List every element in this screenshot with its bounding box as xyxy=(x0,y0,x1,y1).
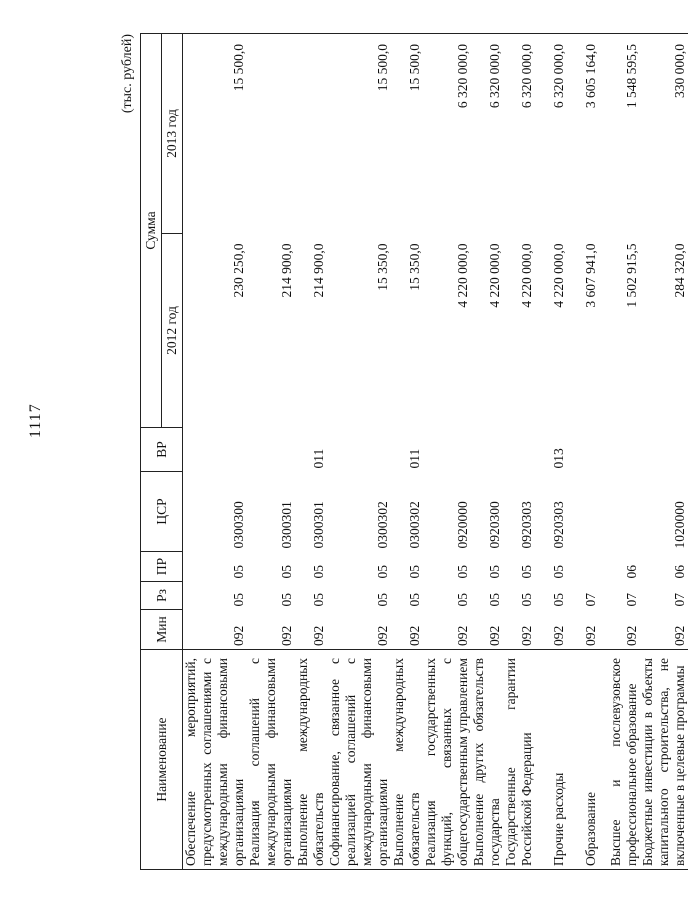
row-sum-2012: 4 220 000,0 xyxy=(519,243,534,308)
row-name: Бюджетные инвестиции в объекты капитального строительства, не включенные в целевые программы xyxy=(640,650,688,870)
row-rz-code: 05 xyxy=(375,593,390,607)
row-rz-code: 05 xyxy=(407,593,422,607)
row-sum-2013 xyxy=(247,33,295,233)
row-vr-code xyxy=(247,428,295,472)
table-row xyxy=(471,33,503,869)
row-csr-code: 0920300 xyxy=(487,501,502,549)
row-csr-code: 0300302 xyxy=(407,501,422,549)
row-min-code: 092 xyxy=(672,625,687,646)
table-row xyxy=(295,33,327,869)
row-vr-code xyxy=(503,428,535,472)
row-sum-2012: 4 220 000,0 xyxy=(455,243,470,308)
table-row xyxy=(247,33,295,869)
row-sum-2013: 6 320 000,0 xyxy=(423,33,471,233)
header-vr: ВР xyxy=(141,428,183,472)
header-pr: ПР xyxy=(141,552,183,582)
row-sum-2012: 230 250,0 xyxy=(231,243,246,298)
row-sum-2013: 15 500,0 xyxy=(327,33,391,233)
row-name: Образование xyxy=(567,650,599,870)
row-sum-2013: 3 605 164,0 xyxy=(567,33,599,233)
header-csr: ЦСР xyxy=(141,472,183,552)
row-rz-code: 05 xyxy=(487,593,502,607)
row-pr-code: 05 xyxy=(311,565,326,579)
row-vr-code: 013 xyxy=(551,448,566,469)
row-sum-2012: 1 502 915,5 xyxy=(624,243,639,308)
row-csr-code: 0300302 xyxy=(375,501,390,549)
row-sum-2012: 214 900,0 xyxy=(279,243,294,298)
row-rz-code: 07 xyxy=(583,593,598,607)
row-pr-code: 06 xyxy=(624,565,639,579)
row-pr-code: 05 xyxy=(455,565,470,579)
row-sum-2012: 15 350,0 xyxy=(375,243,390,291)
table-row xyxy=(599,33,640,869)
row-csr-code: 0920303 xyxy=(519,501,534,549)
table-row xyxy=(423,33,471,869)
row-sum-2012: 4 220 000,0 xyxy=(487,243,502,308)
row-name: Государственные гарантии Российской Федерации xyxy=(503,650,535,870)
row-sum-2012: 214 900,0 xyxy=(311,243,326,298)
document-sheet xyxy=(118,34,687,870)
row-csr-code: 0300301 xyxy=(279,501,294,549)
row-csr-code: 0300300 xyxy=(231,501,246,549)
row-sum-2013: 6 320 000,0 xyxy=(503,33,535,233)
row-sum-2013: 330 000,0 xyxy=(640,33,688,233)
row-vr-code: 011 xyxy=(407,448,422,469)
row-sum-2013: 15 500,0 xyxy=(183,33,248,233)
row-csr-code: 0920000 xyxy=(455,501,470,549)
row-vr-code xyxy=(327,428,391,472)
row-sum-2012: 284 320,0 xyxy=(672,243,687,298)
row-name: Софинансирование, связанное с реализацией соглашений с международными финансовыми организациями xyxy=(327,650,391,870)
row-sum-2013 xyxy=(295,33,327,233)
row-sum-2012: 15 350,0 xyxy=(407,243,422,291)
row-min-code: 092 xyxy=(551,625,566,646)
header-sum: Сумма xyxy=(141,33,162,427)
header-rz: Рз xyxy=(141,582,183,610)
row-vr-code xyxy=(423,428,471,472)
row-sum-2013: 6 320 000,0 xyxy=(535,33,567,233)
row-min-code: 092 xyxy=(231,625,246,646)
row-pr-code: 05 xyxy=(551,565,566,579)
header-year-2013: 2013 год xyxy=(162,33,183,233)
table-body xyxy=(183,33,688,869)
row-pr-code: 05 xyxy=(487,565,502,579)
row-rz-code: 07 xyxy=(624,593,639,607)
row-vr-code: 011 xyxy=(311,448,326,469)
row-rz-code: 05 xyxy=(455,593,470,607)
table-row xyxy=(567,33,599,869)
row-sum-2013: 6 320 000,0 xyxy=(471,33,503,233)
row-name: Обеспечение мероприятий, предусмотренных соглашениями с международными финансовыми организациями xyxy=(183,650,248,870)
row-name: Высшее и послевузовское профессиональное образование xyxy=(599,650,640,870)
row-vr-code xyxy=(567,428,599,472)
row-name: Выполнение других обязательств государства xyxy=(471,650,503,870)
row-min-code: 092 xyxy=(311,625,326,646)
row-rz-code: 05 xyxy=(311,593,326,607)
row-vr-code xyxy=(183,428,248,472)
row-sum-2012: 4 220 000,0 xyxy=(551,243,566,308)
row-name: Реализация государственных функций, связанных с общегосударственным управлением xyxy=(423,650,471,870)
row-min-code: 092 xyxy=(624,625,639,646)
table-header xyxy=(141,33,183,869)
row-rz-code: 07 xyxy=(672,593,687,607)
row-name: Выполнение международных обязательств xyxy=(295,650,327,870)
row-rz-code: 05 xyxy=(551,593,566,607)
row-min-code: 092 xyxy=(407,625,422,646)
header-min: Мин xyxy=(141,610,183,650)
row-min-code: 092 xyxy=(455,625,470,646)
table-row xyxy=(327,33,391,869)
units-note: (тыс. рублей) xyxy=(120,34,135,114)
header-name: Наименование xyxy=(141,650,183,870)
row-sum-2012: 3 607 941,0 xyxy=(583,243,598,308)
row-min-code: 092 xyxy=(279,625,294,646)
row-csr-code xyxy=(567,472,599,552)
row-pr-code: 06 xyxy=(672,565,687,579)
row-sum-2013: 15 500,0 xyxy=(391,33,423,233)
table-row xyxy=(183,33,248,869)
table-row xyxy=(391,33,423,869)
table-row xyxy=(503,33,535,869)
row-rz-code: 05 xyxy=(279,593,294,607)
row-min-code: 092 xyxy=(375,625,390,646)
row-pr-code: 05 xyxy=(231,565,246,579)
page-number: 1117 xyxy=(27,403,44,438)
row-name: Выполнение международных обязательств xyxy=(391,650,423,870)
row-pr-code: 05 xyxy=(375,565,390,579)
row-sum-2013: 1 548 595,5 xyxy=(599,33,640,233)
row-csr-code: 0300301 xyxy=(311,501,326,549)
header-year-2012: 2012 год xyxy=(162,234,183,428)
budget-table xyxy=(140,33,688,870)
row-rz-code: 05 xyxy=(231,593,246,607)
table-row xyxy=(640,33,688,869)
row-pr-code: 05 xyxy=(279,565,294,579)
row-vr-code xyxy=(640,428,688,472)
row-min-code: 092 xyxy=(583,625,598,646)
row-csr-code: 1020000 xyxy=(672,501,687,549)
row-name: Прочие расходы xyxy=(535,650,567,870)
row-csr-code xyxy=(599,472,640,552)
row-min-code: 092 xyxy=(519,625,534,646)
row-min-code: 092 xyxy=(487,625,502,646)
row-csr-code: 0920303 xyxy=(551,501,566,549)
row-vr-code xyxy=(599,428,640,472)
row-pr-code xyxy=(567,552,599,582)
row-name: Реализация соглашений с международными финансовыми организациями xyxy=(247,650,295,870)
table-row xyxy=(535,33,567,869)
row-pr-code: 05 xyxy=(407,565,422,579)
row-pr-code: 05 xyxy=(519,565,534,579)
row-vr-code xyxy=(471,428,503,472)
row-rz-code: 05 xyxy=(519,593,534,607)
